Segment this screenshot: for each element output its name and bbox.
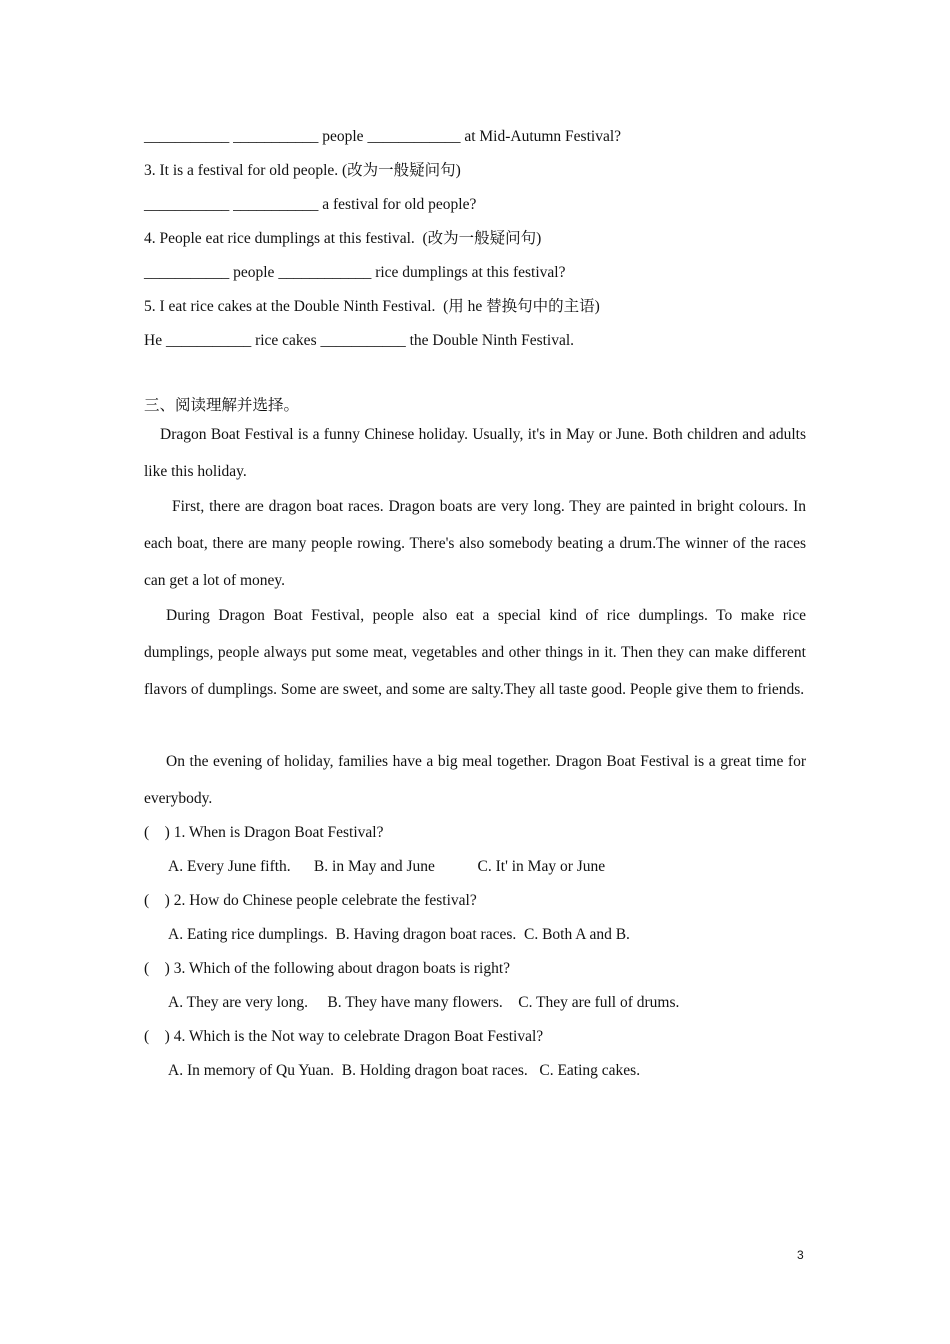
question-options: A. They are very long. B. They have many flowers. C. They are full of drums. xyxy=(168,994,680,1011)
exercise-line: 4. People eat rice dumplings at this festival. (改为一般疑问句) xyxy=(144,230,542,247)
passage-paragraph: During Dragon Boat Festival, people also eat a special kind of rice dumplings. To make rice dumplings, people always put some meat, vegetables and other things in it. Then they can make different flavors of dumplings. Some are sweet, and some are salty.They all taste good. People give them to friends. xyxy=(144,607,806,698)
exercise-line: 5. I eat rice cakes at the Double Ninth Festival. (用 he 替换句中的主语) xyxy=(144,298,600,315)
exercise-line: ___________ people ____________ rice dumplings at this festival? xyxy=(144,264,566,281)
section-title: 三、阅读理解并选择。 xyxy=(144,397,300,414)
exercise-line: He ___________ rice cakes ___________ the Double Ninth Festival. xyxy=(144,332,575,349)
question-options: A. Every June fifth. B. in May and June C. It' in May or June xyxy=(168,858,606,875)
exercise-line: ___________ ___________ a festival for old people? xyxy=(144,196,477,213)
question-options: A. In memory of Qu Yuan. B. Holding dragon boat races. C. Eating cakes. xyxy=(168,1062,641,1079)
question-stem: ( ) 3. Which of the following about dragon boats is right? xyxy=(144,960,511,977)
passage-paragraph: First, there are dragon boat races. Dragon boats are very long. They are painted in bright colours. In each boat, there are many people rowing. There's also somebody beating a drum.The winner of the races can get a lot of money. xyxy=(144,498,806,589)
question-options: A. Eating rice dumplings. B. Having dragon boat races. C. Both A and B. xyxy=(168,926,630,943)
page-number: 3 xyxy=(797,1248,804,1262)
passage-paragraph: Dragon Boat Festival is a funny Chinese holiday. Usually, it's in May or June. Both children and adults like this holiday. xyxy=(144,426,806,480)
question-stem: ( ) 4. Which is the Not way to celebrate Dragon Boat Festival? xyxy=(144,1028,544,1045)
passage-paragraph: On the evening of holiday, families have a big meal together. Dragon Boat Festival is a great time for everybody. xyxy=(144,753,806,807)
exercise-line: ___________ ___________ people ____________ at Mid-Autumn Festival? xyxy=(144,128,622,145)
exercise-line: 3. It is a festival for old people. (改为一般疑问句) xyxy=(144,162,461,179)
question-stem: ( ) 2. How do Chinese people celebrate the festival? xyxy=(144,892,477,909)
question-stem: ( ) 1. When is Dragon Boat Festival? xyxy=(144,824,384,841)
